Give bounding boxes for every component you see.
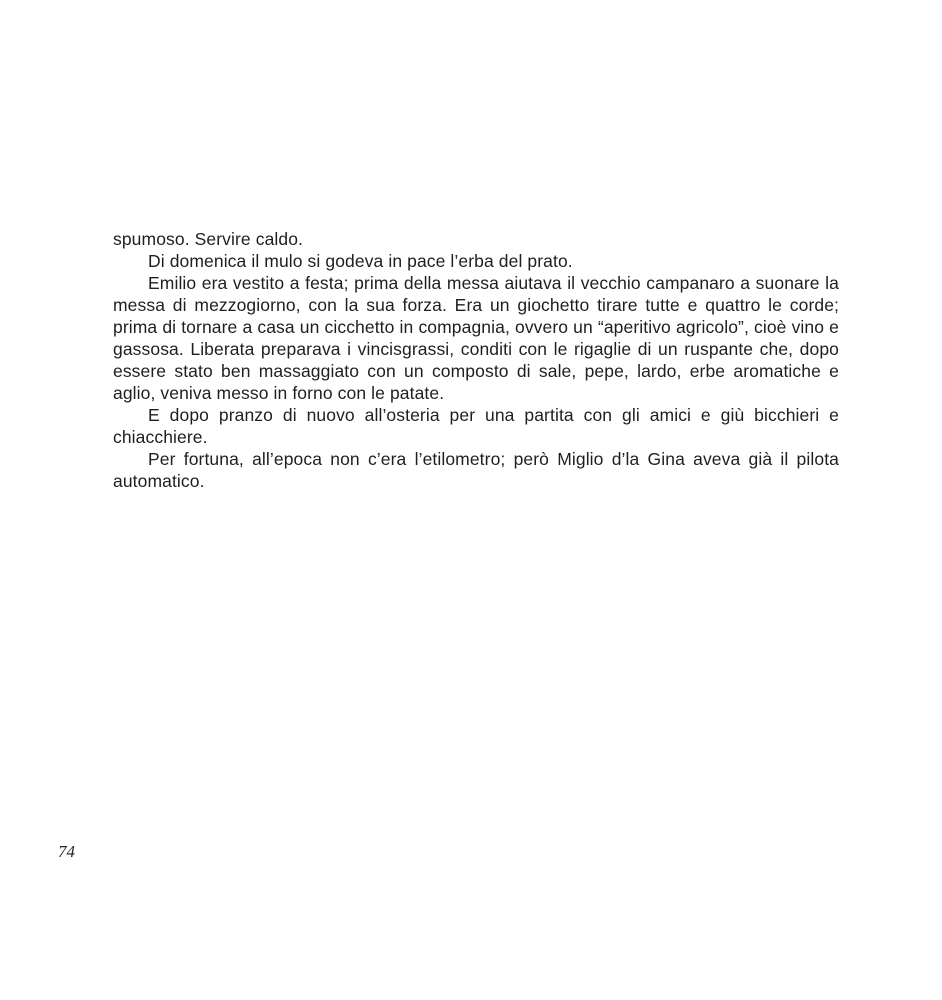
paragraph: Di domenica il mulo si godeva in pace l’erba del prato.	[148, 251, 573, 271]
paragraph-continuation: spumoso. Servire caldo.	[113, 229, 304, 249]
paragraph: Per fortuna, all’epoca non c’era l’etilometro; però Miglio d’la Gina aveva già il pilota automatico.	[113, 449, 839, 491]
paragraph: E dopo pranzo di nuovo all’osteria per una partita con gli amici e giù bicchieri e chiacchiere.	[113, 405, 839, 447]
body-text-block	[113, 228, 839, 492]
paragraph: Emilio era vestito a festa; prima della messa aiutava il vecchio campanaro a suonare la messa di mezzogiorno, con la sua forza. Era un giochetto tirare tutte e quattro le corde; prima di tornare a casa un cicchetto in compagnia, ovvero un “aperitivo agricolo”, cioè vino e gassosa. Liberata preparava i vincisgrassi, conditi con le rigaglie di un ruspante che, dopo essere stato ben massaggiato con un composto di sale, pepe, lardo, erbe aromatiche e aglio, veniva messo in forno con le patate.	[113, 273, 839, 403]
page-number: 74	[58, 842, 75, 861]
